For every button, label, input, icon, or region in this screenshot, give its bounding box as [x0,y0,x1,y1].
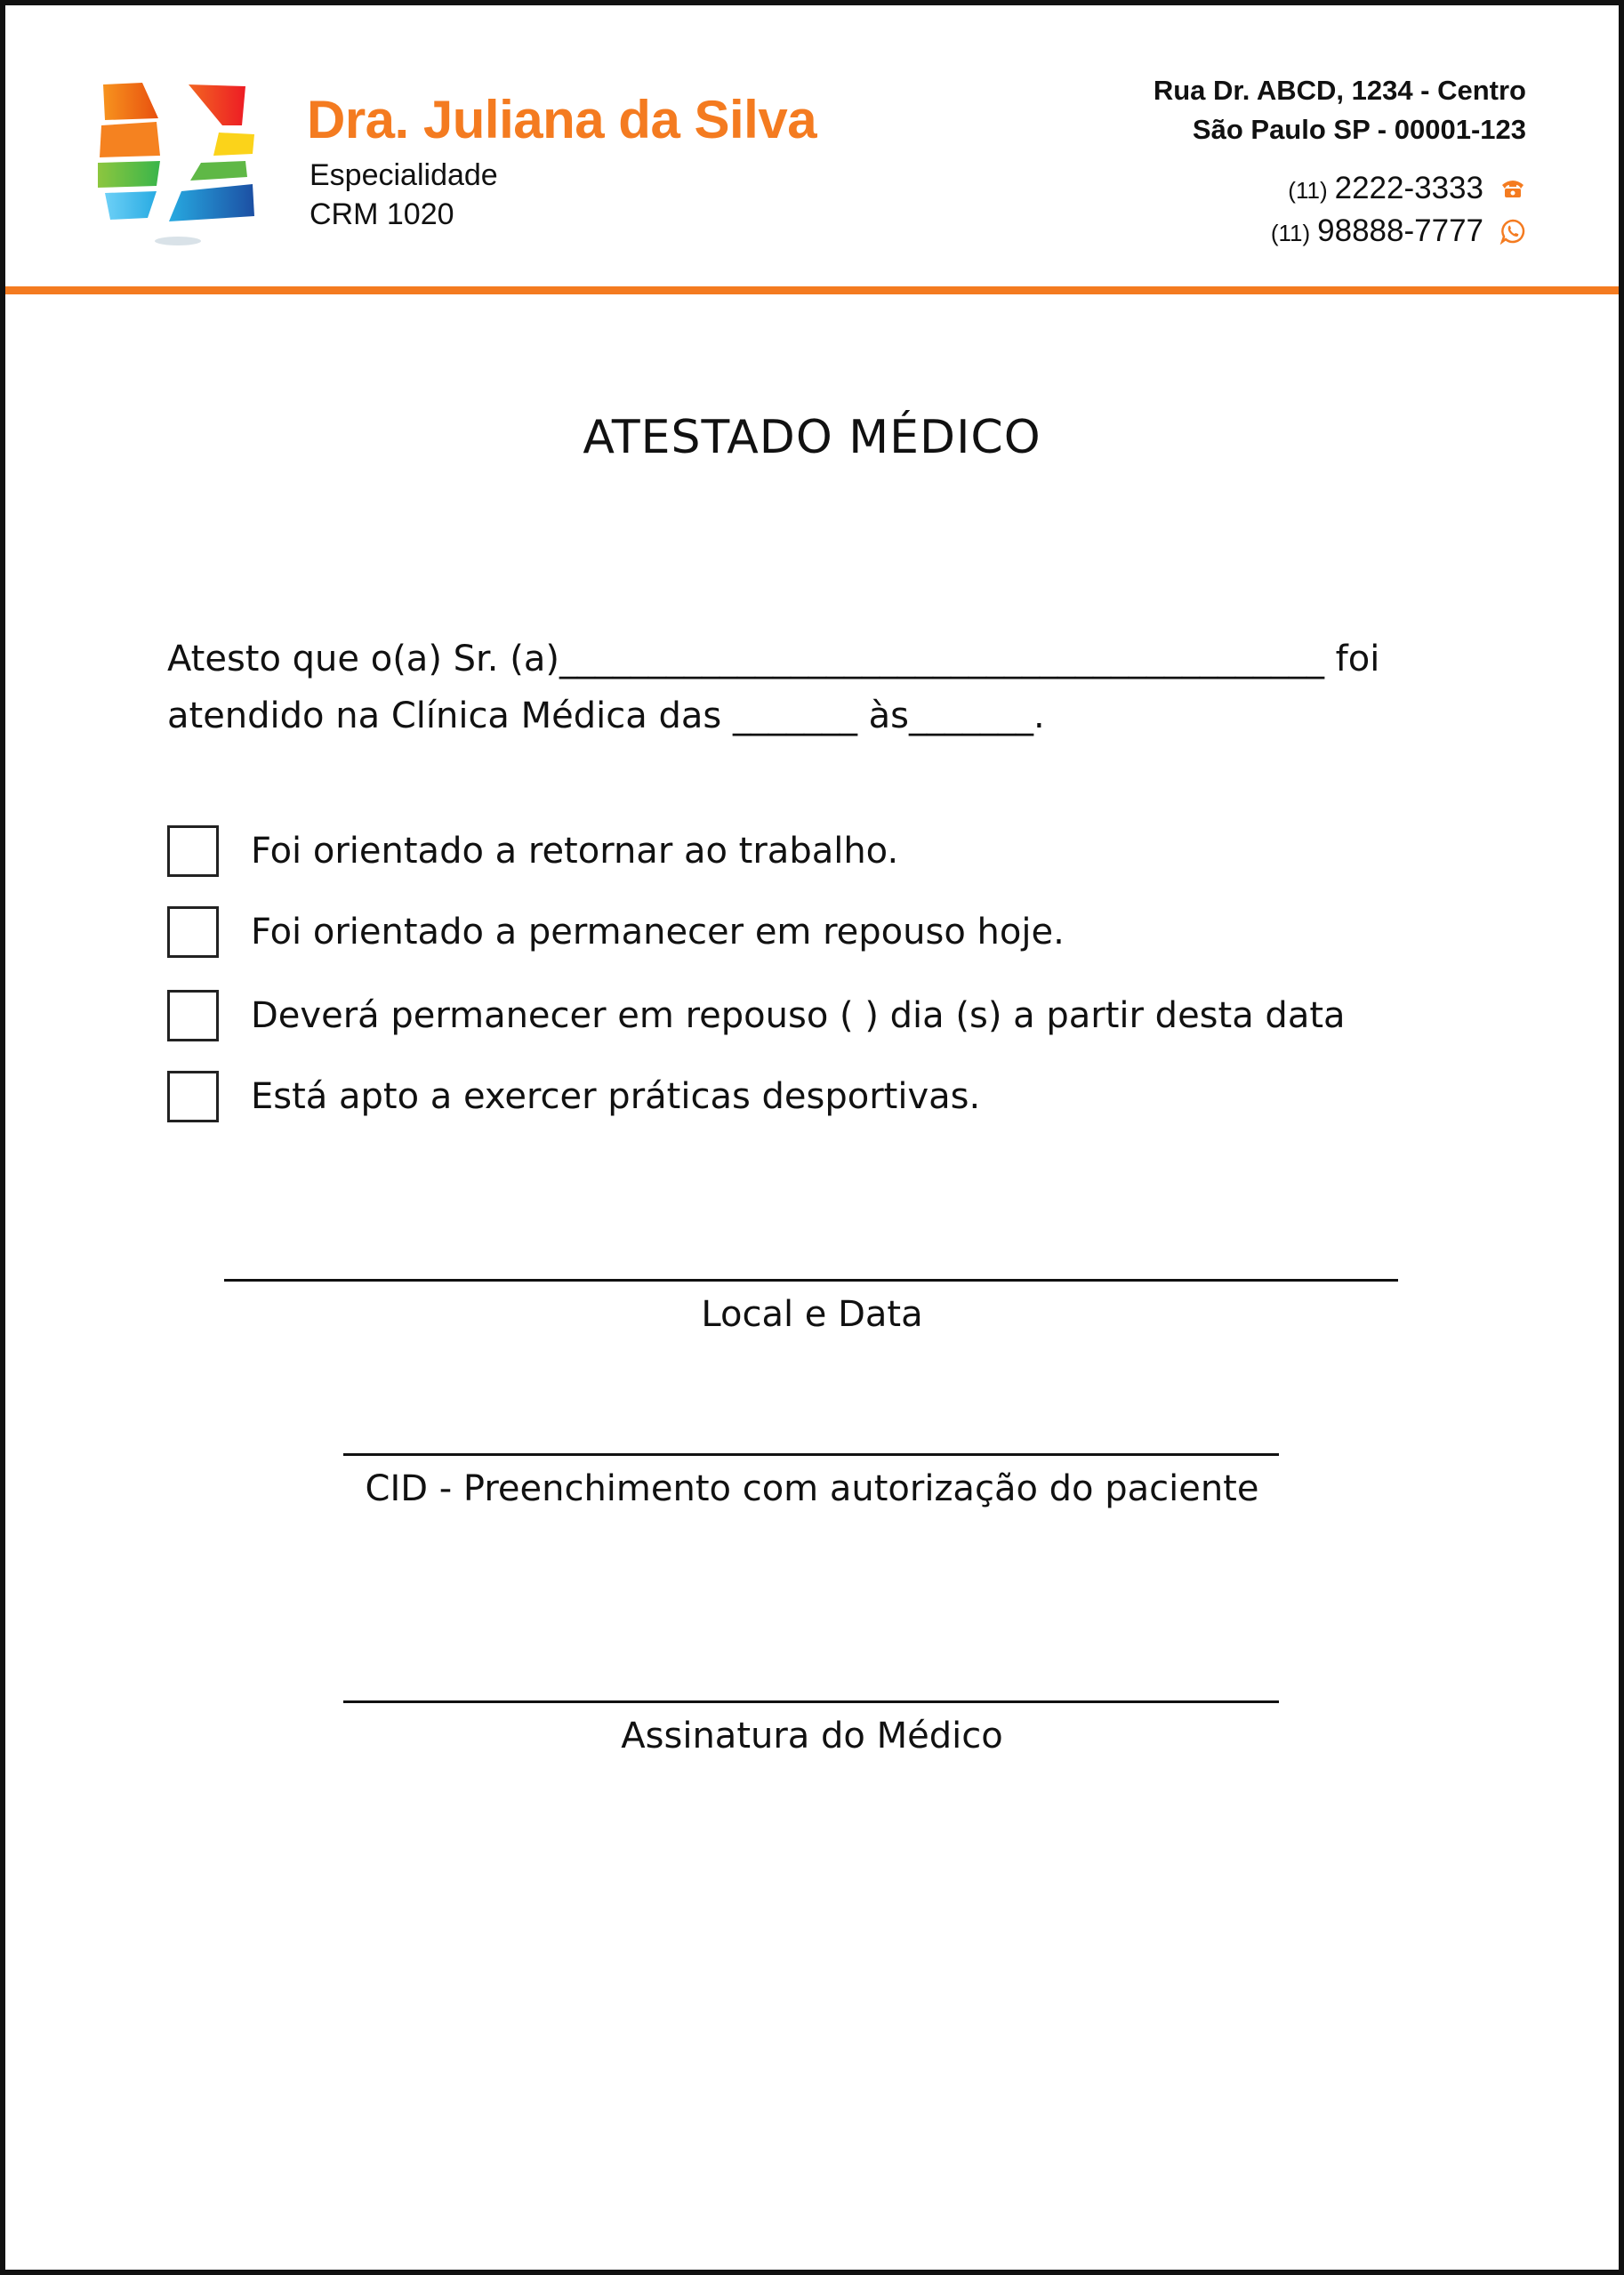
colorful-logo-icon [89,76,276,253]
option-label: Deverá permanecer em repouso ( ) dia (s) a partir desta data [251,995,1346,1036]
doctor-signature-label: Assinatura do Médico [621,1716,1003,1756]
option-rest-today[interactable] [167,906,1065,958]
crm-label: CRM 1020 [310,197,454,231]
checkbox[interactable] [167,1071,219,1122]
address-line-1: Rua Dr. ABCD, 1234 - Centro [1153,75,1526,106]
document-title: ATESTADO MÉDICO [583,411,1041,464]
option-rest-days[interactable] [167,990,1346,1041]
header-divider [5,286,1619,294]
checkbox[interactable] [167,990,219,1041]
option-label: Está apto a exercer práticas desportivas. [251,1076,981,1117]
option-sports-fit[interactable] [167,1071,980,1122]
local-date-line[interactable] [224,1279,1398,1282]
doctor-signature-line[interactable] [343,1700,1279,1703]
phone-number: 98888-7777 [1317,213,1483,248]
attestation-line-2: atendido na Clínica Médica das _______ às_______. [167,695,1045,736]
checkbox[interactable] [167,825,219,877]
specialty-label: Especialidade [310,158,498,192]
phone-number: 2222-3333 [1334,171,1483,205]
cid-label: CID - Preenchimento com autorização do paciente [365,1468,1259,1509]
phone-mobile [1271,213,1526,249]
option-label: Foi orientado a retornar ao trabalho. [251,831,899,872]
telephone-icon [1499,175,1526,202]
option-label: Foi orientado a permanecer em repouso hoje. [251,912,1065,953]
attestation-line-1: Atesto que o(a) Sr. (a)___________________________________________ foi [167,639,1380,679]
phone-area-code: (11) [1270,220,1311,246]
address-line-2: São Paulo SP - 00001-123 [1192,114,1526,145]
doctor-name: Dra. Juliana da Silva [307,90,817,149]
whatsapp-icon [1499,218,1526,245]
phone-area-code: (11) [1288,177,1328,204]
checkbox[interactable] [167,906,219,958]
phone-landline [1288,171,1526,206]
local-date-label: Local e Data [701,1294,923,1335]
option-return-to-work[interactable] [167,825,898,877]
cid-line[interactable] [343,1453,1279,1456]
